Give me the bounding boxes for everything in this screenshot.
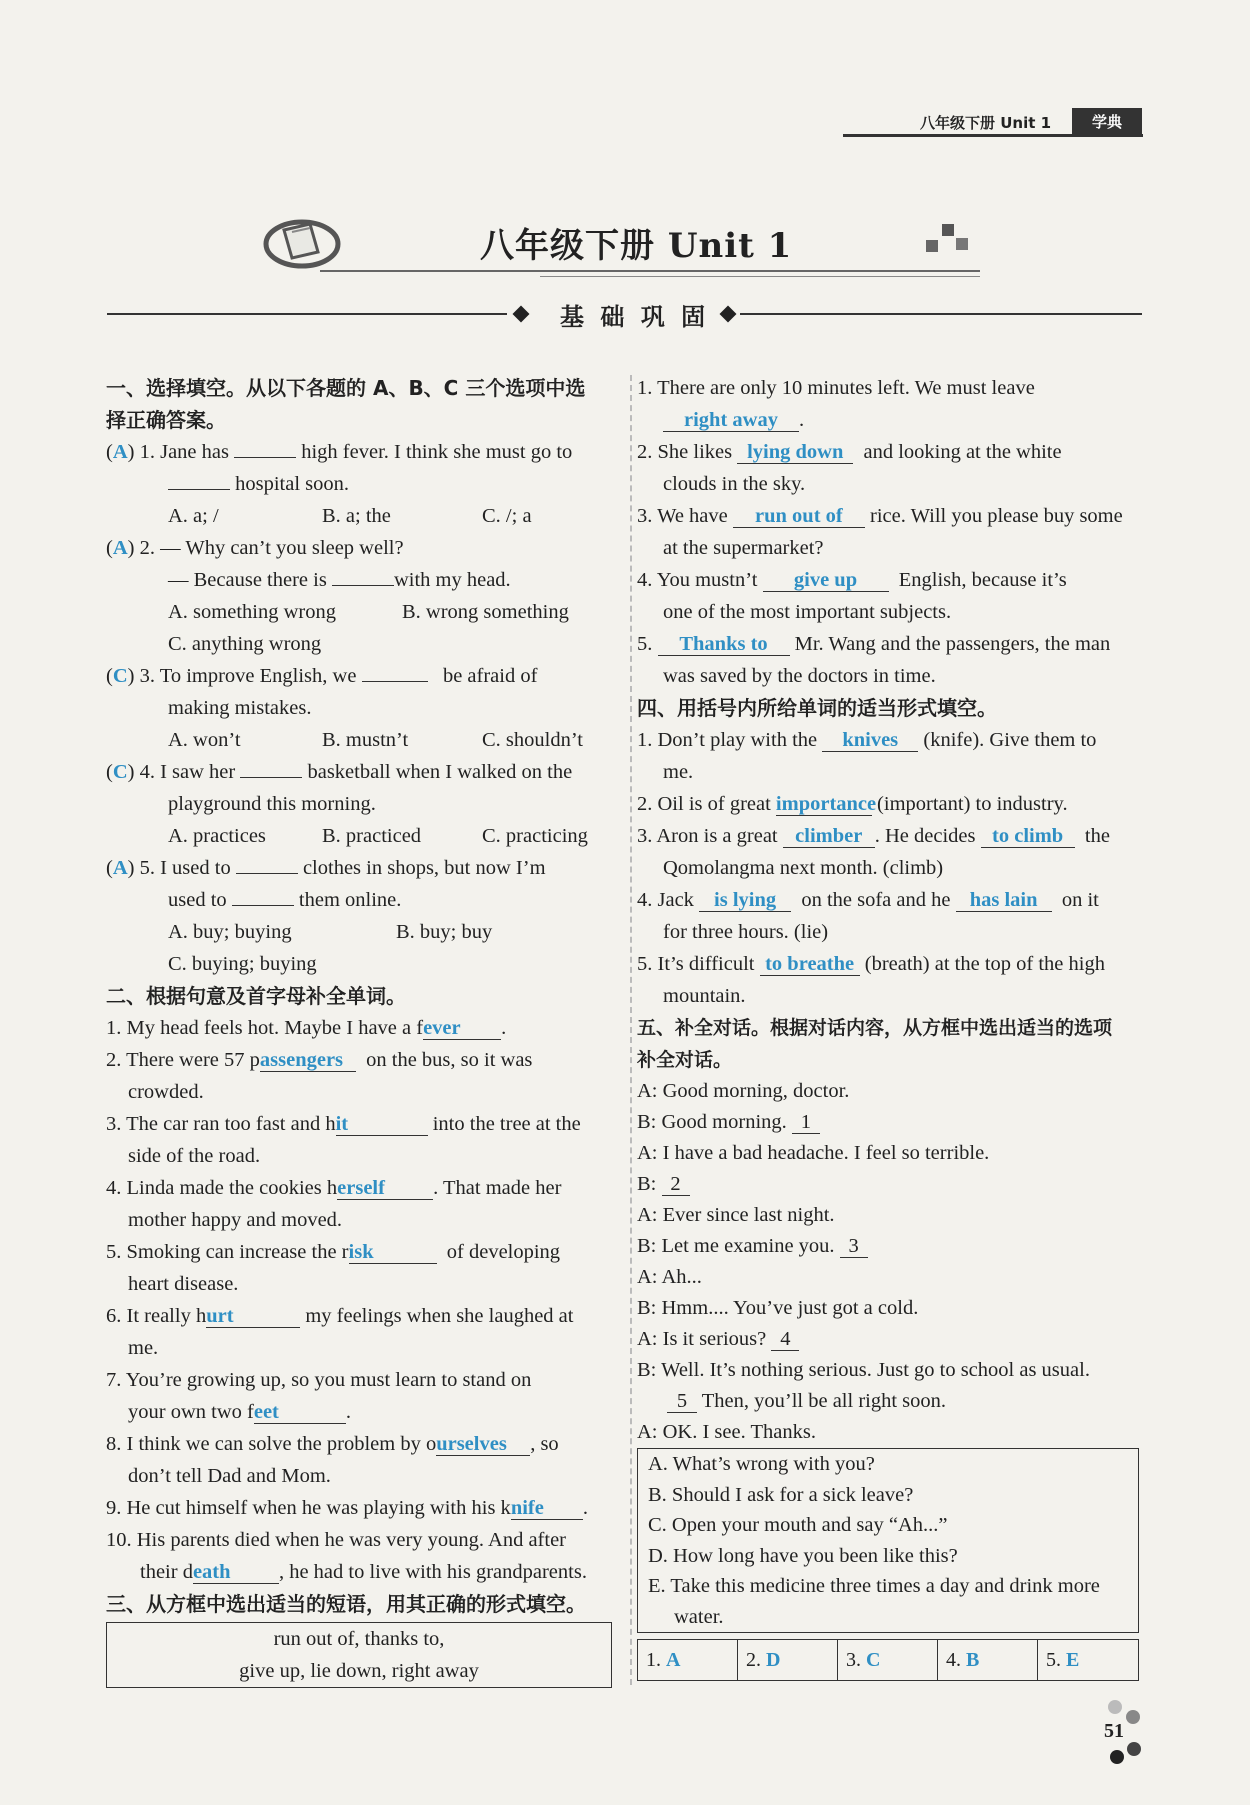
item-text-cont: one of the most important subjects.: [663, 601, 952, 623]
blank: [332, 585, 394, 586]
blank-answer: to climb: [981, 826, 1075, 848]
list-item: [106, 1492, 616, 1524]
dialog-line: A: Ever since last night.: [637, 1204, 835, 1226]
blank-answer: nife: [511, 1498, 583, 1520]
options-row: [106, 596, 616, 628]
options-row: [106, 724, 616, 756]
option: A. practices: [168, 825, 266, 847]
blank-answer: eet: [254, 1402, 346, 1424]
item-text: my feelings when she laughed at: [305, 1305, 574, 1327]
answer-num: 4.: [946, 1649, 961, 1671]
running-header: 八年级下册 Unit 1: [920, 114, 1052, 132]
list-item: [637, 820, 1142, 852]
diamond-icon: [513, 306, 530, 323]
dot-decoration: [1108, 1700, 1122, 1714]
list-item: [637, 948, 1142, 980]
item-text-cont: me.: [128, 1337, 159, 1359]
blank: [236, 873, 298, 874]
question-text: be afraid of: [442, 665, 538, 687]
item-text: 8. I think we can solve the problem by o: [106, 1433, 437, 1455]
item-text: of developing: [446, 1241, 561, 1263]
list-item: 7. You’re growing up, so you must learn to stand on: [106, 1369, 532, 1391]
item-text: 4. You mustn’t: [637, 569, 758, 591]
options-row: [106, 820, 616, 852]
blank-answer: assengers: [260, 1050, 356, 1072]
diamond-icon: [720, 306, 737, 323]
blank-answer: erself: [337, 1178, 433, 1200]
blank-answer: has lain: [956, 890, 1052, 912]
options-row: [106, 948, 616, 980]
dialog-text: B: Let me examine you.: [637, 1235, 835, 1257]
item-text: 4. Linda made the cookies h: [106, 1177, 338, 1199]
item-text: 6. It really h: [106, 1305, 207, 1327]
item-text-cont: [637, 404, 1142, 436]
blank-answer: is lying: [699, 890, 791, 912]
item-text: 5. Smoking can increase the r: [106, 1241, 349, 1263]
question-1-cont: [106, 468, 616, 500]
list-item: [637, 564, 1142, 596]
answer-num: 3.: [846, 1649, 861, 1671]
section-rule-right: [740, 313, 1142, 315]
dialog-line: [637, 1107, 1142, 1138]
option: C. buying; buying: [168, 953, 317, 975]
blank-answer: it: [336, 1114, 428, 1136]
phrase-box-line: give up, lie down, right away: [239, 1660, 479, 1682]
question-5-cont: [106, 884, 616, 916]
dot-decoration: [1127, 1742, 1141, 1756]
header-rule: [843, 134, 1143, 137]
item-text-cont: [106, 1396, 616, 1428]
item-text-cont: was saved by the doctors in time.: [663, 665, 936, 687]
item-text: 5. It’s difficult: [637, 953, 755, 975]
item-text: , he had to live with his grandparents.: [278, 1561, 587, 1583]
option: A. buy; buying: [168, 921, 292, 943]
item-text: into the tree at the: [432, 1113, 581, 1135]
dialog-option: B. Should I ask for a sick leave?: [648, 1483, 914, 1506]
options-row: [106, 628, 616, 660]
blank-answer: eath: [193, 1562, 279, 1584]
question-2: (A) 2. — Why can’t you sleep well?: [106, 537, 404, 559]
question-text: high fever. I think she must go to: [301, 441, 573, 463]
blank-answer: knives: [822, 730, 918, 752]
list-item: [637, 436, 1142, 468]
part1-heading-cont: 择正确答案。: [106, 408, 226, 432]
dialog-line: A: Ah...: [637, 1266, 702, 1288]
item-text: (breath) at the top of the high: [864, 953, 1105, 975]
page-title: 八年级下册 Unit 1: [480, 226, 793, 266]
item-text-cont: at the supermarket?: [663, 537, 824, 559]
blank: [362, 681, 428, 682]
item-text: 9. He cut himself when he was playing with his k: [106, 1497, 511, 1519]
blank-answer: importance: [775, 793, 877, 815]
item-text-cont: mother happy and moved.: [128, 1209, 343, 1231]
dialog-option: E. Take this medicine three times a day and drink more: [648, 1575, 1100, 1597]
question-1: (A) 1. Jane has high fever. I think she must go to: [106, 441, 573, 463]
item-text: Mr. Wang and the passengers, the man: [794, 633, 1111, 655]
answer-value: C: [866, 1649, 881, 1671]
question-text: 4. I saw her: [139, 761, 236, 783]
list-item: [637, 500, 1142, 532]
item-text: on it: [1061, 889, 1099, 911]
option: A. won’t: [168, 729, 241, 751]
item-text: and looking at the white: [863, 441, 1062, 463]
blank-answer: run out of: [733, 506, 865, 528]
item-text: 2. Oil is of great: [637, 793, 771, 815]
option: A. something wrong: [168, 601, 336, 623]
option: C. /; a: [482, 505, 532, 527]
item-text-cont: mountain.: [663, 985, 746, 1007]
blank-answer: ever: [423, 1018, 501, 1040]
item-text: on the sofa and he: [801, 889, 951, 911]
item-text: their d: [140, 1561, 193, 1583]
item-text-cont: clouds in the sky.: [663, 473, 806, 495]
question-text: 5. I used to: [139, 857, 231, 879]
left-column: [106, 372, 616, 1688]
dialog-text: B:: [637, 1173, 657, 1195]
item-text: 2. There were 57 p: [106, 1049, 260, 1071]
dialog-option: A. What’s wrong with you?: [648, 1453, 875, 1475]
question-text: used to: [168, 889, 227, 911]
question-text: them online.: [298, 889, 402, 911]
item-text: .: [345, 1401, 351, 1423]
question-text: hospital soon.: [235, 473, 350, 495]
item-text: 5.: [637, 633, 653, 655]
question-text: with my head.: [393, 569, 511, 591]
answer-choice: A: [112, 537, 128, 559]
question-text: 2. — Why can’t you sleep well?: [139, 537, 404, 559]
list-item: [106, 1172, 616, 1204]
options-box: [637, 1448, 1139, 1633]
dialog-line: [637, 1231, 1142, 1262]
right-column: [637, 372, 1142, 1681]
item-text: English, because it’s: [898, 569, 1067, 591]
item-text-cont: for three hours. (lie): [663, 921, 829, 943]
answer-cell: [1038, 1640, 1137, 1680]
item-text: (knife). Give them to: [923, 729, 1097, 751]
title-rule: [320, 270, 980, 272]
answer-value: E: [1066, 1649, 1080, 1671]
title-rule-thin: [540, 276, 980, 277]
dialog-line: B: Hmm.... You’ve just got a cold.: [637, 1297, 919, 1319]
list-item: [106, 1300, 616, 1332]
blank-answer: lying down: [737, 442, 853, 464]
item-text-cont: side of the road.: [128, 1145, 261, 1167]
list-item: [637, 884, 1142, 916]
item-text: rice. Will you please buy some: [870, 505, 1123, 527]
dialog-option: water.: [674, 1605, 724, 1628]
dot-decoration: [1126, 1710, 1140, 1724]
part4-heading: 四、用括号内所给单词的适当形式填空。: [637, 696, 997, 720]
item-text: on the bus, so it was: [366, 1049, 533, 1071]
part2-heading: 二、根据句意及首字母补全单词。: [106, 984, 406, 1008]
blank-answer: climber: [783, 826, 875, 848]
answer-value: A: [666, 1649, 681, 1671]
item-text: , so: [530, 1433, 559, 1455]
dialog-text: A: Is it serious?: [637, 1328, 767, 1350]
blank-answer: isk: [349, 1242, 437, 1264]
answer-num: 1.: [646, 1649, 661, 1671]
part5-heading-cont: 补全对话。: [637, 1049, 733, 1071]
question-4-cont: playground this morning.: [168, 793, 376, 815]
dialog-blank: 3: [840, 1236, 868, 1258]
question-text: clothes in shops, but now I’m: [302, 857, 546, 879]
options-row: [106, 916, 616, 948]
blank-answer: right away: [663, 410, 799, 432]
answer-choice: A: [112, 441, 128, 463]
blank: [168, 489, 230, 490]
dialog-text: Then, you’ll be all right soon.: [701, 1390, 947, 1412]
dialog-line: [637, 1324, 1142, 1355]
list-item: [106, 1236, 616, 1268]
question-text: 1. Jane has: [139, 441, 229, 463]
option: B. mustn’t: [322, 729, 409, 751]
option: C. shouldn’t: [482, 729, 583, 751]
dialog-line: B: Well. It’s nothing serious. Just go to school as usual.: [637, 1359, 1090, 1381]
dialog-blank: 4: [771, 1329, 799, 1351]
dialog-blank: 2: [662, 1174, 690, 1196]
item-text-cont: Qomolangma next month. (climb): [663, 857, 944, 879]
answer-choice: C: [112, 665, 128, 687]
blank-answer: urt: [206, 1306, 300, 1328]
list-item: [106, 1044, 616, 1076]
blank-answer: Thanks to: [658, 634, 790, 656]
page-number: 51: [1104, 1720, 1124, 1742]
blank: [234, 457, 296, 458]
item-text: .: [799, 409, 805, 431]
question-3: (C) 3. To improve English, we be afraid of: [106, 665, 538, 687]
answer-cell: [938, 1640, 1038, 1680]
blank: [240, 777, 302, 778]
answer-table: [637, 1639, 1139, 1681]
item-text: 2. She likes: [637, 441, 733, 463]
question-text: 3. To improve English, we: [139, 665, 357, 687]
dialog-option: D. How long have you been like this?: [648, 1544, 958, 1567]
blank: [232, 905, 294, 906]
question-text: basketball when I walked on the: [307, 761, 573, 783]
answer-num: 5.: [1046, 1649, 1061, 1671]
answer-cell: [738, 1640, 838, 1680]
answer-cell: [638, 1640, 738, 1680]
phrase-box: [106, 1622, 612, 1688]
item-text-cont: me.: [663, 761, 694, 783]
dot-decoration: [1110, 1750, 1124, 1764]
blank-answer: to breathe: [760, 954, 860, 976]
item-text-cont: heart disease.: [128, 1273, 239, 1295]
answer-choice: A: [112, 857, 128, 879]
option: B. wrong something: [402, 601, 569, 623]
option: C. practicing: [482, 825, 588, 847]
option: C. anything wrong: [168, 633, 322, 655]
question-5: (A) 5. I used to clothes in shops, but now I’m: [106, 857, 546, 879]
part5-heading: 五、补全对话。根据对话内容，从方框中选出适当的选项: [637, 1017, 1113, 1039]
section-title: 基 础 巩 固: [560, 303, 710, 331]
book-icon: [262, 212, 342, 272]
dialog-blank: 1: [792, 1112, 820, 1134]
item-text: 1. Don’t play with the: [637, 729, 818, 751]
item-text: (important) to industry.: [877, 793, 1068, 815]
squares-decoration: [920, 222, 980, 262]
answer-value: D: [766, 1649, 781, 1671]
answer-cell: [838, 1640, 938, 1680]
column-divider: [630, 375, 632, 1685]
dialog-line: A: Good morning, doctor.: [637, 1080, 850, 1102]
part3-heading: 三、从方框中选出适当的短语，用其正确的形式填空。: [106, 1592, 586, 1616]
dialog-line: A: I have a bad headache. I feel so terrible.: [637, 1142, 990, 1164]
list-item: 1. There are only 10 minutes left. We must leave: [637, 377, 1035, 399]
list-item: [637, 788, 1142, 820]
item-text-cont: don’t tell Dad and Mom.: [128, 1465, 331, 1487]
item-text: . That made her: [433, 1177, 562, 1199]
dialog-blank: 5: [667, 1391, 697, 1413]
dialog-line: [637, 1169, 1142, 1200]
option: B. practiced: [322, 825, 422, 847]
answer-choice: C: [112, 761, 128, 783]
option: B. a; the: [322, 505, 391, 527]
item-text: 3. The car ran too fast and h: [106, 1113, 336, 1135]
list-item: [637, 628, 1142, 660]
part1-heading: 一、选择填空。从以下各题的 A、B、C 三个选项中选: [106, 376, 586, 400]
list-item: [106, 1012, 616, 1044]
dialog-option: C. Open your mouth and say “Ah...”: [648, 1514, 948, 1536]
item-text: 4. Jack: [637, 889, 694, 911]
item-text: .: [582, 1497, 588, 1519]
question-3-cont: making mistakes.: [168, 697, 312, 719]
dialog-text: B: Good morning.: [637, 1111, 787, 1133]
blank-answer: urselves: [436, 1434, 530, 1456]
answer-value: B: [966, 1649, 980, 1671]
dialog-line: A: OK. I see. Thanks.: [637, 1421, 816, 1443]
options-row: [106, 500, 616, 532]
item-text: 1. My head feels hot. Maybe I have a f: [106, 1017, 424, 1039]
item-text: 3. Aron is a great: [637, 825, 778, 847]
item-text: the: [1084, 825, 1110, 847]
item-text: 3. We have: [637, 505, 728, 527]
answer-num: 2.: [746, 1649, 761, 1671]
publisher-logo: 学典: [1072, 108, 1142, 136]
item-text: . He decides: [874, 825, 976, 847]
dialog-line: [637, 1386, 1142, 1417]
question-4: (C) 4. I saw her basketball when I walked on the: [106, 761, 573, 783]
section-rule-left: [107, 313, 507, 315]
option: B. buy; buy: [396, 921, 493, 943]
blank-answer: give up: [763, 570, 889, 592]
item-text: .: [501, 1017, 507, 1039]
list-item: 10. His parents died when he was very young. And after: [106, 1529, 566, 1551]
item-text-cont: crowded.: [128, 1081, 204, 1103]
item-text: your own two f: [128, 1401, 254, 1423]
list-item: [106, 1428, 616, 1460]
list-item: [637, 724, 1142, 756]
question-2-cont: [106, 564, 616, 596]
question-text: — Because there is: [168, 569, 327, 591]
item-text-cont: [106, 1556, 616, 1588]
option: A. a; /: [168, 505, 219, 527]
list-item: [106, 1108, 616, 1140]
phrase-box-line: run out of, thanks to,: [273, 1628, 445, 1650]
